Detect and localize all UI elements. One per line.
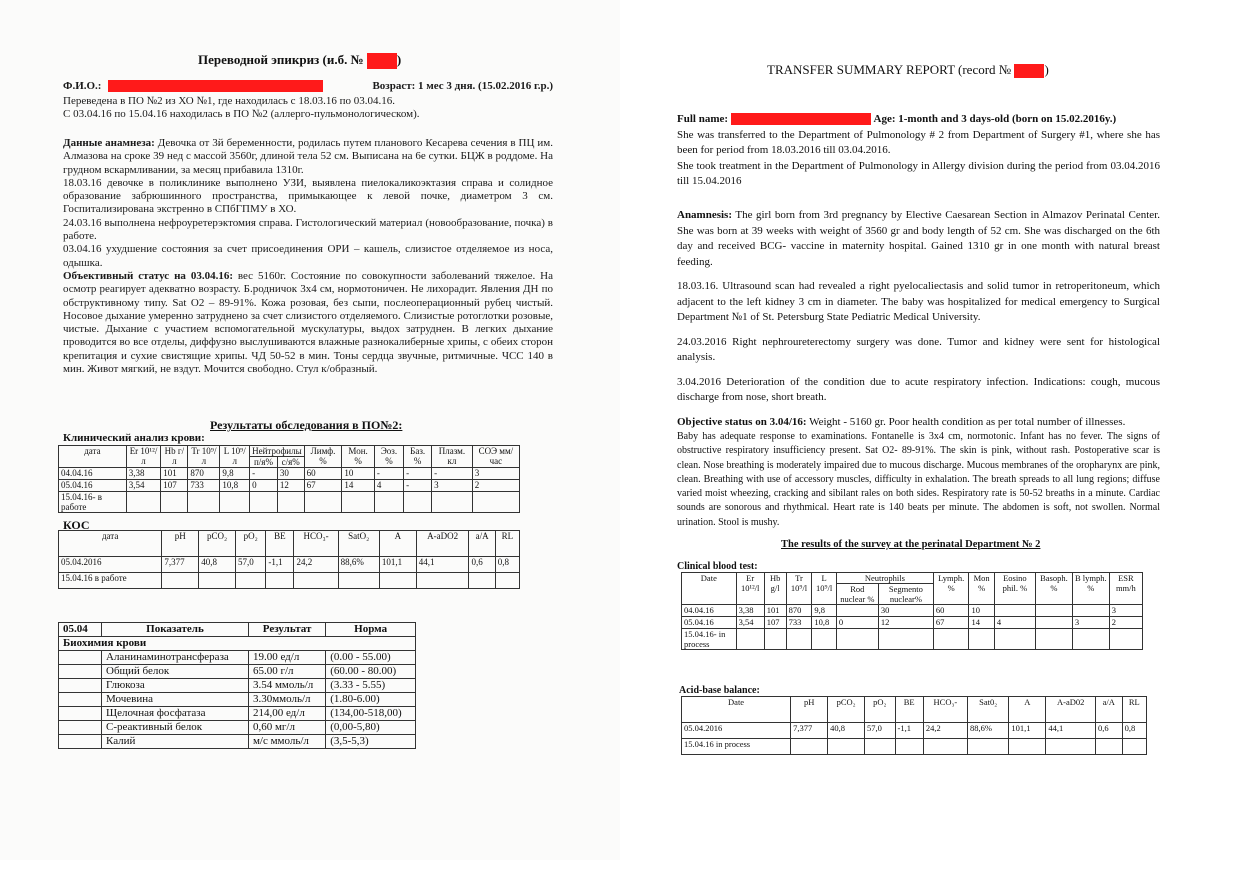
ru-kos-header: pCO₂ <box>199 531 236 557</box>
en-cbc-row <box>682 605 1143 617</box>
ru-cbc-cell <box>250 492 278 513</box>
ru-kos-cell: 0,8 <box>495 557 519 573</box>
ru-bio-cell: (3.33 - 5.55) <box>326 679 416 693</box>
ru-bio-cell: Аланинаминотрансфераза <box>102 651 249 665</box>
en-cbc-header: Eosino phil. % <box>994 573 1035 605</box>
en-abb-cell <box>1009 739 1046 755</box>
en-cbc-cell <box>994 629 1035 650</box>
ru-cbc-cell: 3,54 <box>126 480 161 492</box>
ru-cbc-cell: 0 <box>250 480 278 492</box>
ru-kos-header: RL <box>495 531 519 557</box>
ru-title <box>198 52 401 69</box>
en-cbc-header: Basoph. % <box>1035 573 1072 605</box>
en-objective-label: Objective status on 3.04/16: <box>677 415 807 428</box>
en-results-heading: The results of the survey at the perinatal Department № 2 <box>781 539 1041 550</box>
en-cbc-cell <box>836 629 878 650</box>
ru-cbc-cell: 12 <box>277 480 304 492</box>
ru-anamnesis-label: Данные анамнеза: <box>63 137 155 149</box>
ru-kos-title: КОС <box>63 518 90 532</box>
en-cbc-cell <box>736 629 764 650</box>
ru-fio-label: Ф.И.О.: <box>63 80 102 92</box>
ru-bio-empty-cell <box>59 693 102 707</box>
en-transfer-2: She took treatment in the Department of Pulmonology in Allergy division during the period from 03.04.2016 till 15.04.2016 <box>677 159 1160 187</box>
ru-header-block <box>63 80 553 122</box>
en-name-label: Full name: <box>677 113 729 125</box>
en-cbc-row <box>682 629 1143 650</box>
russian-scan-page <box>0 0 620 860</box>
ru-cbc-cell <box>374 492 403 513</box>
en-cbc-cell: 12 <box>878 617 933 629</box>
ru-cbc-header: Плазм. кл <box>432 446 473 468</box>
en-cbc-cell <box>1035 605 1072 617</box>
en-cbc-title: Clinical blood test: <box>677 561 758 572</box>
ru-kos-header: SatO₂ <box>338 531 379 557</box>
en-abb-cell: 15.04.16 in process <box>682 739 791 755</box>
ru-age: Возраст: 1 мес 3 дня. (15.02.2016 г.р.) <box>372 80 553 92</box>
en-cbc-cell <box>1109 629 1142 650</box>
ru-bio-date: 05.04 <box>59 623 102 637</box>
en-cbc-header: B lymph. % <box>1072 573 1109 605</box>
ru-bio-row <box>59 735 416 749</box>
en-title-close: ) <box>1044 62 1049 77</box>
ru-cbc-header: дата <box>59 446 127 468</box>
en-abb-cell <box>1122 739 1146 755</box>
ru-bio-row <box>59 707 416 721</box>
ru-bio-cell: Щелочная фосфатаза <box>102 707 249 721</box>
ru-kos-cell: -1,1 <box>266 557 294 573</box>
ru-cbc-cell: 60 <box>304 468 342 480</box>
ru-kos-header: A <box>379 531 416 557</box>
en-abb-row <box>682 739 1147 755</box>
ru-cbc-cell: 3 <box>432 480 473 492</box>
ru-kos-header: дата <box>59 531 162 557</box>
ru-bio-cell: (0,00-5,80) <box>326 721 416 735</box>
en-cbc-cell: 30 <box>878 605 933 617</box>
ru-kos-cell <box>266 573 294 589</box>
en-age: Age: 1-month and 3 days-old (born on 15.02.2016y.) <box>873 113 1117 125</box>
ru-anamnesis-2: 18.03.16 девочке в поликлинике выполнено УЗИ, выявлена пиелокаликоэктазия справа и солидное образование забрюшинного пространства, примыкающее к левой почке, диаметром 3 см. Госпитализирована экстренно в СПбГПМУ в ХО. <box>63 176 553 216</box>
en-abb-cell: 88,6% <box>967 723 1008 739</box>
ru-kos-cell: 7,377 <box>162 557 199 573</box>
en-cbc-cell <box>812 629 836 650</box>
en-cbc-cell: 0 <box>836 617 878 629</box>
ru-kos-cell: 101,1 <box>379 557 416 573</box>
ru-anamnesis-text: Девочка от 3й беременности, родилась путем планового Кесарева сечения в ПЦ им. Алмазова на сроке 39 нед с массой 3560г, длиной тела 52 см. Выписана на 6е сутки. БЦЖ в роддоме. На грудном вскармливании, за месяц прибавила 1310г. <box>63 137 553 176</box>
ru-bio-row <box>59 693 416 707</box>
en-anamnesis-block <box>677 208 1160 530</box>
en-cbc-cell: 107 <box>764 617 786 629</box>
en-abb-cell: 57,0 <box>865 723 896 739</box>
ru-kos-cell <box>379 573 416 589</box>
en-abb-cell <box>865 739 896 755</box>
redacted-name <box>731 113 871 125</box>
ru-cbc-header: Мон. % <box>342 446 374 468</box>
ru-objective-text: вес 5160г. Состояние по совокупности заболеваний тяжелое. На осмотр реагирует адекватно возрасту. Б.родничок 3х4 см, нормотоничен. Не лихорадит. Явления ДН по обструктивному типу. Sat O2 – 89-91%. Кожа розовая, без сыпи, послеоперационный рубец чистый. Носовое дыхание умеренно затруднено за счет слизистого отделяемого. Слизистые ротоглотки розовые, чистые. Дыхание с участием вспомогательной мускулатуры, выдох затруднен. В легких дыхание проводится во все отделы, диффузно выслушиваются влажные разнокалиберные хрипы, с обеих сторон крепитация и сухие свистящие хрипы. ЧД 50-52 в мин. Тоны сердца звучные, ритмичные. ЧСС 140 в мин. Живот мягкий, не вздут. Мочится свободно. Стул к/образный. <box>63 269 553 376</box>
ru-anamnesis-block <box>63 137 553 376</box>
ru-cbc-row <box>59 492 520 513</box>
ru-cbc-row <box>59 480 520 492</box>
en-cbc-header: Lymph. % <box>933 573 969 605</box>
en-cbc-cell: 3,38 <box>736 605 764 617</box>
en-abb-header: pH <box>791 697 828 723</box>
en-abb-cell: 40,8 <box>828 723 865 739</box>
en-abb-header: Sat0₂ <box>967 697 1008 723</box>
ru-bio-cell: 0,60 мг/л <box>248 721 325 735</box>
ru-bio-cell: (3,5-5,3) <box>326 735 416 749</box>
ru-cbc-cell: 3,38 <box>126 468 161 480</box>
en-cbc-cell: 2 <box>1109 617 1142 629</box>
ru-cbc-cell: 05.04.16 <box>59 480 127 492</box>
en-abb-cell <box>1046 739 1096 755</box>
ru-bio-cell: С-реактивный белок <box>102 721 249 735</box>
ru-bio-empty-cell <box>59 707 102 721</box>
ru-cbc-cell <box>432 492 473 513</box>
ru-cbc-cell: 3 <box>472 468 519 480</box>
ru-fio-line <box>63 80 553 95</box>
en-abb-title: Acid-base balance: <box>679 685 760 696</box>
ru-bio-cell: 214,00 ед/л <box>248 707 325 721</box>
ru-bio-cell: Мочевина <box>102 693 249 707</box>
ru-cbc-header: Нейтрофилы <box>250 446 305 457</box>
en-cbc-cell <box>933 629 969 650</box>
en-cbc-cell: 3,54 <box>736 617 764 629</box>
ru-bio-cell: (1.80-6.00) <box>326 693 416 707</box>
ru-cbc-subheader: п/я% <box>250 457 278 468</box>
en-abb-cell <box>967 739 1008 755</box>
en-cbc-cell: 04.04.16 <box>682 605 737 617</box>
ru-bio-cell: (134,00-518,00) <box>326 707 416 721</box>
en-cbc-cell: 4 <box>994 617 1035 629</box>
redacted-record-number <box>367 53 397 69</box>
ru-cbc-cell: 107 <box>161 480 188 492</box>
ru-cbc-cell: 14 <box>342 480 374 492</box>
en-abb-header: pCO₂ <box>828 697 865 723</box>
ru-bio-empty-cell <box>59 679 102 693</box>
ru-kos-cell <box>338 573 379 589</box>
ru-kos-cell <box>236 573 266 589</box>
ru-kos-cell: 57,0 <box>236 557 266 573</box>
en-cbc-cell: 05.04.16 <box>682 617 737 629</box>
ru-cbc-cell <box>220 492 250 513</box>
en-cbc-cell <box>1072 605 1109 617</box>
en-abb-cell: -1,1 <box>895 723 923 739</box>
en-abb-cell: 44,1 <box>1046 723 1096 739</box>
ru-kos-cell <box>162 573 199 589</box>
en-cbc-table <box>681 572 1143 650</box>
ru-transfer-2: С 03.04.16 по 15.04.16 находилась в ПО №2 (аллерго-пульмонологическом). <box>63 108 420 121</box>
ru-cbc-header: Hb г/л <box>161 446 188 468</box>
ru-cbc-cell: 101 <box>161 468 188 480</box>
en-abb-cell: 0,8 <box>1122 723 1146 739</box>
en-abb-header: RL <box>1122 697 1146 723</box>
en-transfer-1: She was transferred to the Department of Pulmonology # 2 from Department of Surgery #1, where she has been for period from 18.03.2016 till 03.04.2016. <box>677 128 1160 156</box>
en-anamnesis-label: Anamnesis: <box>677 209 733 221</box>
ru-kos-row <box>59 573 520 589</box>
ru-cbc-cell: 15.04.16- в работе <box>59 492 127 513</box>
en-cbc-cell: 3 <box>1072 617 1109 629</box>
ru-kos-header: A-aDO2 <box>416 531 469 557</box>
ru-bio-empty-cell <box>59 651 102 665</box>
ru-anamnesis-3: 24.03.16 выполнена нефроуретерэктомия справа. Гистологический материал (новообразование, почка) в работе. <box>63 216 553 243</box>
en-cbc-header: Mon % <box>969 573 994 605</box>
en-para-4: 3.04.2016 Deterioration of the condition due to acute respiratory infection. Indications: cough, mucous discharge from nose, short breath. <box>677 375 1160 403</box>
en-abb-cell <box>1096 739 1123 755</box>
ru-transfer-1: Переведена в ПО №2 из ХО №1, где находилась с 18.03.16 по 03.04.16. <box>63 95 395 107</box>
ru-cbc-subheader: с/я% <box>277 457 304 468</box>
ru-bio-title: Биохимия крови <box>59 637 416 651</box>
ru-kos-cell <box>495 573 519 589</box>
ru-kos-cell: 88,6% <box>338 557 379 573</box>
ru-kos-cell: 0,6 <box>469 557 495 573</box>
ru-cbc-cell: 04.04.16 <box>59 468 127 480</box>
en-cbc-cell: 101 <box>764 605 786 617</box>
ru-anamnesis-4: 03.04.16 ухудшение состояния за счет присоединения ОРИ – кашель, слизистое отделяемое из носа, одышка. <box>63 243 553 269</box>
en-cbc-cell: 15.04.16- in process <box>682 629 737 650</box>
en-abb-table <box>681 696 1147 755</box>
en-header-block <box>677 112 1160 190</box>
ru-cbc-header: Tr 10⁹/л <box>188 446 220 468</box>
ru-kos-header: pO₂ <box>236 531 266 557</box>
ru-bio-cell: Глюкоза <box>102 679 249 693</box>
en-cbc-header: Er 10¹²/l <box>736 573 764 605</box>
ru-cbc-header: СОЭ мм/час <box>472 446 519 468</box>
en-cbc-cell: 10,8 <box>812 617 836 629</box>
ru-kos-cell <box>416 573 469 589</box>
en-cbc-cell: 870 <box>786 605 812 617</box>
en-objective-head: Weight - 5160 gr. Poor health condition as per total number of illnesses. <box>806 415 1126 428</box>
ru-cbc-cell <box>126 492 161 513</box>
ru-bio-cell: (0.00 - 55.00) <box>326 651 416 665</box>
en-cbc-cell <box>786 629 812 650</box>
ru-bio-empty-cell <box>59 665 102 679</box>
ru-cbc-cell <box>472 492 519 513</box>
en-abb-header: Date <box>682 697 791 723</box>
ru-cbc-cell: - <box>250 468 278 480</box>
ru-cbc-table <box>58 445 520 513</box>
en-abb-cell <box>791 739 828 755</box>
en-cbc-cell: 3 <box>1109 605 1142 617</box>
ru-cbc-cell <box>188 492 220 513</box>
ru-bio-cell: 3.54 ммоль/л <box>248 679 325 693</box>
ru-bio-cell: 65.00 г/л <box>248 665 325 679</box>
ru-kos-row <box>59 557 520 573</box>
en-cbc-row <box>682 617 1143 629</box>
ru-kos-cell: 15.04.16 в работе <box>59 573 162 589</box>
en-abb-header: a/A <box>1096 697 1123 723</box>
en-cbc-cell: 9,8 <box>812 605 836 617</box>
ru-cbc-cell <box>342 492 374 513</box>
en-abb-cell <box>895 739 923 755</box>
ru-bio-cell: 3.30ммоль/л <box>248 693 325 707</box>
en-cbc-header: Hb g/l <box>764 573 786 605</box>
ru-kos-header: HCO₃- <box>294 531 338 557</box>
ru-cbc-title: Клинический анализ крови: <box>63 432 205 444</box>
ru-title-close: ) <box>396 52 402 67</box>
en-cbc-subheader: Rod nuclear % <box>836 584 878 605</box>
ru-kos-cell: 24,2 <box>294 557 338 573</box>
ru-cbc-cell <box>304 492 342 513</box>
en-cbc-cell: 10 <box>969 605 994 617</box>
redacted-record-number <box>1014 64 1044 78</box>
ru-kos-header: BE <box>266 531 294 557</box>
en-abb-cell: 7,377 <box>791 723 828 739</box>
en-cbc-subheader: Segmento nuclear% <box>878 584 933 605</box>
ru-results-heading: Результаты обследования в ПО№2: <box>210 418 403 432</box>
ru-bio-cell: м/с ммоль/л <box>248 735 325 749</box>
ru-cbc-header: Баз. % <box>404 446 432 468</box>
en-cbc-cell <box>764 629 786 650</box>
english-translation-page <box>660 40 1170 780</box>
en-para-3: 24.03.2016 Right nephroureterectomy surgery was done. Tumor and kidney were sent for histological analysis. <box>677 335 1160 363</box>
ru-cbc-cell: 9,8 <box>220 468 250 480</box>
ru-bio-header: Норма <box>326 623 416 637</box>
ru-cbc-cell: - <box>404 468 432 480</box>
ru-cbc-cell: 10 <box>342 468 374 480</box>
en-abb-cell: 0,6 <box>1096 723 1123 739</box>
en-title-text: TRANSFER SUMMARY REPORT (record № <box>767 62 1012 77</box>
ru-cbc-cell: 2 <box>472 480 519 492</box>
ru-cbc-cell: - <box>404 480 432 492</box>
ru-bio-header: Показатель <box>102 623 249 637</box>
en-abb-header: BE <box>895 697 923 723</box>
ru-cbc-cell: 870 <box>188 468 220 480</box>
ru-bio-row <box>59 679 416 693</box>
en-abb-cell <box>828 739 865 755</box>
ru-kos-cell: 40,8 <box>199 557 236 573</box>
ru-cbc-cell: 67 <box>304 480 342 492</box>
en-cbc-cell: 67 <box>933 617 969 629</box>
en-abb-header: pO₂ <box>865 697 896 723</box>
en-abb-header: A <box>1009 697 1046 723</box>
ru-cbc-cell: 10,8 <box>220 480 250 492</box>
ru-kos-cell: 05.04.2016 <box>59 557 162 573</box>
en-title <box>767 62 1049 78</box>
en-para-2: 18.03.16. Ultrasound scan had revealed a right pyelocaliectasis and solid tumor in retroperitoneum, which adjacent to the left kidney 3 cm in diameter. The baby was hospitalized for medical emergency to Surgical Department №1 of St. Petersburg State Pediatric Medical University. <box>677 280 1160 323</box>
ru-bio-header: Результат <box>248 623 325 637</box>
en-abb-cell: 101,1 <box>1009 723 1046 739</box>
ru-bio-cell: Общий белок <box>102 665 249 679</box>
ru-kos-cell: 44,1 <box>416 557 469 573</box>
ru-cbc-header: L 10⁹/л <box>220 446 250 468</box>
ru-bio-cell: Калий <box>102 735 249 749</box>
en-abb-cell: 24,2 <box>923 723 967 739</box>
ru-cbc-cell: - <box>432 468 473 480</box>
en-cbc-cell <box>878 629 933 650</box>
ru-kos-cell <box>469 573 495 589</box>
ru-cbc-cell: - <box>374 468 403 480</box>
en-cbc-header: Neutrophils <box>836 573 933 584</box>
en-cbc-cell: 60 <box>933 605 969 617</box>
ru-kos-header: pH <box>162 531 199 557</box>
ru-kos-cell <box>294 573 338 589</box>
en-abb-cell <box>923 739 967 755</box>
ru-cbc-cell <box>404 492 432 513</box>
en-abb-header: A-aD02 <box>1046 697 1096 723</box>
en-cbc-cell <box>1035 629 1072 650</box>
en-cbc-cell <box>994 605 1035 617</box>
ru-cbc-cell: 733 <box>188 480 220 492</box>
ru-bio-cell: 19.00 ед/л <box>248 651 325 665</box>
ru-bio-cell: (60.00 - 80.00) <box>326 665 416 679</box>
ru-cbc-cell <box>161 492 188 513</box>
ru-cbc-header: Er 10¹²/л <box>126 446 161 468</box>
en-abb-row <box>682 723 1147 739</box>
en-cbc-header: L 10⁹/l <box>812 573 836 605</box>
en-objective-text: Baby has adequate response to examinations. Fontanelle is 3x4 cm, normotonic. Infant has no fever. The signs of obstructive respiratory insufficiency present. Sat O2- 89-91%. The skin is pink, without rash. Postoperative scar is clean. Nose breathing is moderately impaired due to mucous discharge. Mucous membranes of the oropharynx are pink, clean. Breathing with use of accessory muscles, difficulty in exhalation. The breath spreads to all lung regions; diffuse varied moist wheezing, cracking and sibilant rales on both sides. Respiratory rate is 50-52 breaths in a minute. Cardiac sounds are sonorous and rhythmical. Heart rate is 140 beats per minute. The abdomen is soft, not swollen. Normal urination. Stool is mushy. <box>677 431 1160 528</box>
en-cbc-cell: 14 <box>969 617 994 629</box>
ru-cbc-header: Эоз. % <box>374 446 403 468</box>
ru-cbc-cell: 30 <box>277 468 304 480</box>
en-cbc-cell: 733 <box>786 617 812 629</box>
ru-cbc-header: Лимф. % <box>304 446 342 468</box>
en-cbc-cell <box>969 629 994 650</box>
en-cbc-header: ESR mm/h <box>1109 573 1142 605</box>
redacted-name <box>108 80 323 92</box>
ru-kos-cell <box>199 573 236 589</box>
en-cbc-header: Date <box>682 573 737 605</box>
ru-bio-row <box>59 651 416 665</box>
en-cbc-cell <box>1072 629 1109 650</box>
ru-cbc-cell: 4 <box>374 480 403 492</box>
ru-kos-header: a/A <box>469 531 495 557</box>
ru-cbc-row <box>59 468 520 480</box>
ru-cbc-cell <box>277 492 304 513</box>
ru-bio-empty-cell <box>59 721 102 735</box>
ru-bio-empty-cell <box>59 735 102 749</box>
ru-bio-table <box>58 622 416 749</box>
ru-title-text: Переводной эпикриз (и.б. № <box>198 52 364 67</box>
en-cbc-cell <box>836 605 878 617</box>
ru-kos-table <box>58 530 520 589</box>
en-cbc-header: Tr 10⁹/l <box>786 573 812 605</box>
ru-objective-label: Объективный статус на 03.04.16: <box>63 269 233 282</box>
en-cbc-cell <box>1035 617 1072 629</box>
ru-bio-row <box>59 721 416 735</box>
ru-bio-row <box>59 665 416 679</box>
en-abb-header: HCO₃- <box>923 697 967 723</box>
en-abb-cell: 05.04.2016 <box>682 723 791 739</box>
en-anamnesis-text: The girl born from 3rd pregnancy by Elective Caesarean Section in Almazov Perinatal Center. She was born at 39 weeks with weight of 3560 gr and body length of 52 cm. She was discharged on the 6th day and received BCG- vaccine in maternity hospital. Gained 1310 gr in one month with natural breast feeding. <box>677 209 1160 268</box>
